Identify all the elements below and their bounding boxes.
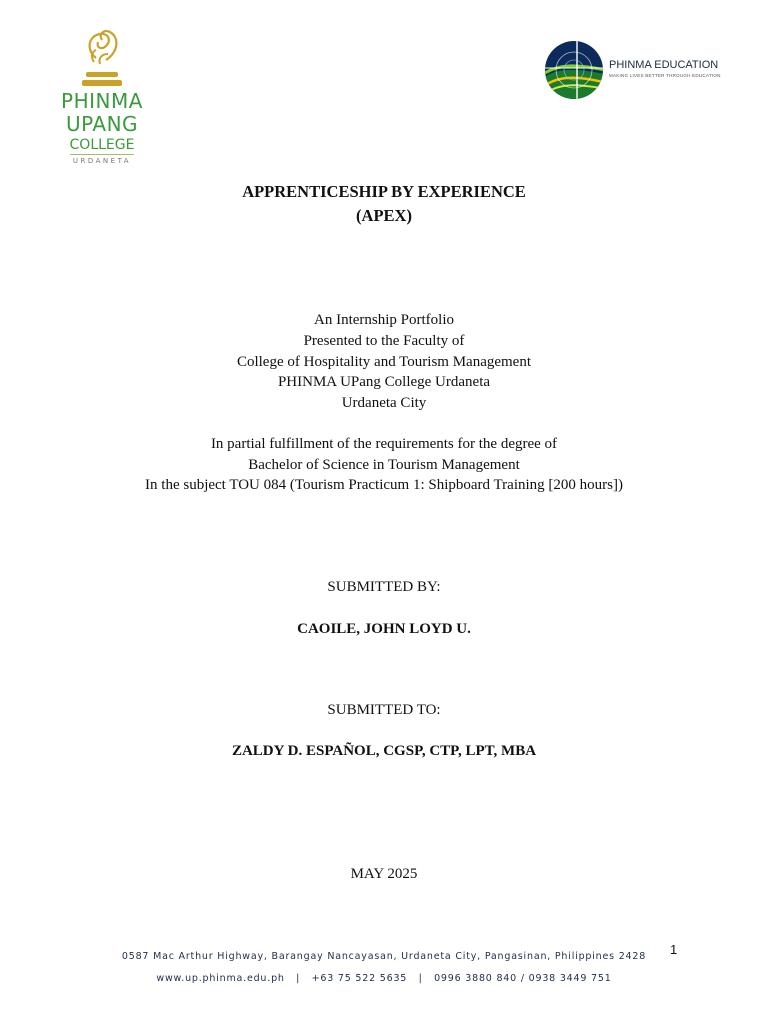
phinma-upang-emblem-icon — [78, 28, 126, 90]
submission-date: MAY 2025 — [350, 866, 418, 882]
logo-text-upang: UPANG — [65, 112, 139, 136]
footer-contact: www.up.phinma.edu.ph | +63 75 522 5635 | 0996 3880 840 / 0938 3449 751 — [156, 973, 612, 984]
description-line: An Internship Portfolio — [314, 312, 454, 328]
footer-address: 0587 Mac Arthur Highway, Barangay Nancayasan, Urdaneta City, Pangasinan, Philippines 2428 — [121, 951, 647, 962]
phinma-education-globe-icon — [543, 38, 605, 102]
phinma-education-tagline: MAKING LIVES BETTER THROUGH EDUCATION — [609, 73, 721, 78]
submitted-to-name: ZALDY D. ESPAÑOL, CGSP, CTP, LPT, MBA — [231, 743, 537, 759]
phinma-education-logo — [543, 38, 721, 104]
fulfillment-line: In the subject TOU 084 (Tourism Practicum 1: Shipboard Training [200 hours]) — [145, 477, 623, 493]
submitted-by-label: SUBMITTED BY: — [327, 579, 441, 595]
logo-divider — [70, 154, 134, 155]
fulfillment-line: Bachelor of Science in Tourism Management — [248, 457, 520, 473]
phinma-education-name: PHINMA EDUCATION — [609, 59, 719, 71]
description-line: PHINMA UPang College Urdaneta — [277, 374, 491, 390]
document-title: APPRENTICESHIP BY EXPERIENCE — [242, 182, 526, 201]
phinma-upang-logo — [52, 28, 152, 168]
document-subtitle: (APEX) — [356, 206, 412, 225]
logo-text-college: COLLEGE — [69, 137, 135, 153]
page-number: 1 — [670, 942, 678, 957]
fulfillment-line: In partial fulfillment of the requirements for the degree of — [210, 436, 558, 452]
description-line: College of Hospitality and Tourism Management — [236, 354, 532, 370]
description-line: Urdaneta City — [341, 395, 427, 411]
submitted-to-label: SUBMITTED TO: — [327, 702, 441, 718]
logo-text-phinma: PHINMA — [61, 89, 143, 113]
submitted-by-name: CAOILE, JOHN LOYD U. — [297, 621, 471, 637]
description-line: Presented to the Faculty of — [303, 333, 465, 349]
logo-text-urdaneta: URDANETA — [72, 157, 132, 165]
